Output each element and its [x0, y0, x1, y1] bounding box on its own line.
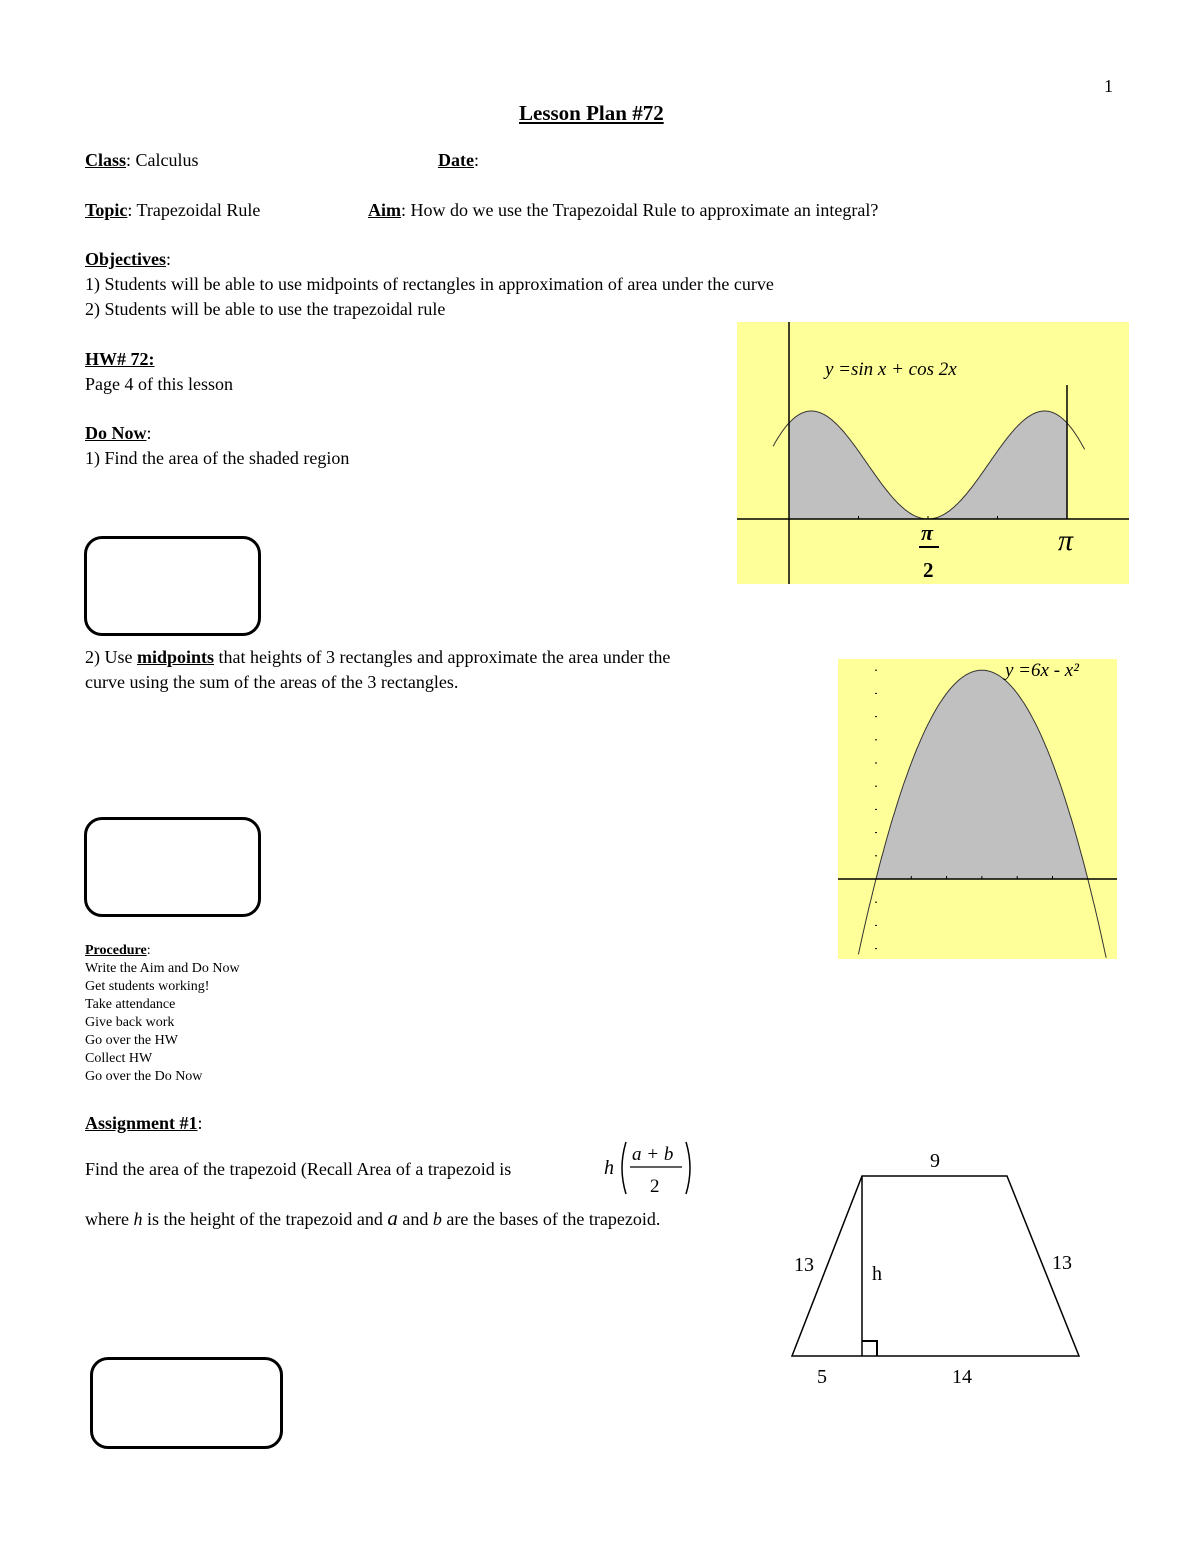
- page-title: Lesson Plan #72: [519, 101, 664, 125]
- assignment-suffix: :: [197, 1113, 203, 1133]
- assignment-line-2: [85, 1206, 660, 1231]
- procedure-label: Procedure: [85, 943, 147, 958]
- pi-label: π: [1058, 524, 1074, 557]
- graph-sin-cos: [737, 322, 1129, 584]
- answer-box-1[interactable]: [84, 536, 261, 636]
- line2-where: where: [85, 1209, 134, 1229]
- aim-label: Aim: [368, 200, 401, 220]
- left-side-label: 13: [794, 1254, 814, 1276]
- formula-numerator: a + b: [632, 1144, 674, 1165]
- procedure-suffix: :: [146, 943, 151, 958]
- top-base-label: 9: [930, 1150, 940, 1172]
- line2-b-var: b: [432, 1209, 442, 1229]
- trapezoid-area-formula: [602, 1136, 694, 1200]
- bottom-right-label: 14: [952, 1366, 972, 1388]
- date-label: Date: [438, 150, 474, 170]
- procedure-item: Give back work: [85, 1015, 175, 1030]
- answer-box-2[interactable]: [84, 817, 261, 917]
- objective-item: 2) Students will be able to use the trapezoidal rule: [85, 299, 446, 319]
- line2-h-var: h: [133, 1209, 143, 1229]
- date-line: [438, 150, 479, 171]
- do-now-question-2: [85, 647, 670, 668]
- objectives-heading: [85, 249, 171, 270]
- aim-value: : How do we use the Trapezoidal Rule to approximate an integral?: [401, 200, 879, 220]
- procedure-item: Go over the Do Now: [85, 1069, 203, 1084]
- class-line: [85, 150, 199, 171]
- procedure-item: Get students working!: [85, 979, 210, 994]
- assignment-line-1: Find the area of the trapezoid (Recall Area of a trapezoid is: [85, 1159, 512, 1179]
- topic-line: [85, 200, 260, 221]
- line2-and: and: [397, 1209, 433, 1229]
- formula-left-paren: [622, 1142, 626, 1194]
- formula-right-paren: [686, 1142, 690, 1194]
- procedure-item: Take attendance: [85, 997, 176, 1012]
- class-value: : Calculus: [126, 150, 199, 170]
- height-label: h: [872, 1263, 882, 1285]
- aim-line: [368, 200, 878, 221]
- topic-label: Topic: [85, 200, 128, 220]
- right-side-label: 13: [1052, 1252, 1072, 1274]
- objectives-label: Objectives: [85, 249, 166, 269]
- do-now-suffix: :: [146, 423, 152, 443]
- right-angle-marker: [862, 1341, 877, 1356]
- assignment-label: Assignment #1: [85, 1113, 198, 1133]
- formula-denominator: 2: [650, 1176, 660, 1197]
- line2-a-var: a: [387, 1206, 398, 1230]
- trapezoid-diagram: [780, 1145, 1090, 1395]
- answer-box-3[interactable]: [90, 1357, 283, 1449]
- procedure-item: Write the Aim and Do Now: [85, 961, 240, 976]
- procedure-item: Collect HW: [85, 1051, 153, 1066]
- do-now-label: Do Now: [85, 423, 147, 443]
- q2-bold-word: midpoints: [137, 647, 215, 667]
- page-number: 1: [1104, 76, 1113, 96]
- graph-parabola: [838, 659, 1117, 959]
- pi-half-denominator: 2: [923, 558, 934, 582]
- line2-middle: is the height of the trapezoid and: [142, 1209, 388, 1229]
- do-now-heading: [85, 423, 152, 444]
- do-now-question-1: 1) Find the area of the shaded region: [85, 448, 350, 468]
- class-label: Class: [85, 150, 127, 170]
- bottom-left-label: 5: [817, 1366, 827, 1388]
- assignment-heading: [85, 1113, 203, 1134]
- objective-item: 1) Students will be able to use midpoints of rectangles in approximation of area under the curve: [85, 274, 774, 294]
- trapezoid-shape: [792, 1176, 1079, 1356]
- objectives-suffix: :: [165, 249, 171, 269]
- hw-text: Page 4 of this lesson: [85, 374, 233, 394]
- date-value: :: [473, 150, 479, 170]
- procedure-item: Go over the HW: [85, 1033, 178, 1048]
- q2-rest: that heights of 3 rectangles and approximate the area under the: [214, 647, 671, 667]
- line2-end: are the bases of the trapezoid.: [441, 1209, 661, 1229]
- pi-half-numerator: π: [921, 520, 934, 545]
- procedure-heading: [85, 942, 151, 960]
- q2-prefix: 2) Use: [85, 647, 137, 667]
- do-now-question-2-line2: curve using the sum of the areas of the 3 rectangles.: [85, 672, 459, 692]
- formula-h: h: [604, 1157, 614, 1179]
- hw-heading: HW# 72:: [85, 349, 155, 369]
- equation-label: y =sin x + cos 2x: [825, 359, 957, 380]
- topic-value: : Trapezoidal Rule: [127, 200, 261, 220]
- equation-label: y =6x - x²: [1005, 660, 1079, 681]
